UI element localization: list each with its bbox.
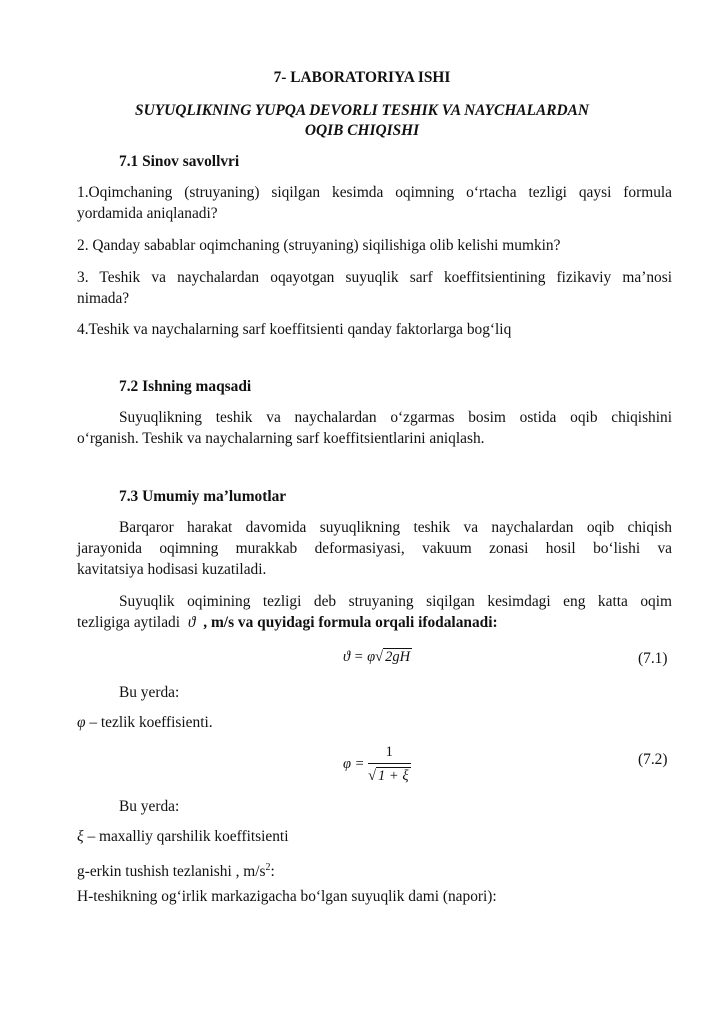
xi-definition-text: – maxalliy qarshilik koeffitsienti bbox=[83, 828, 289, 845]
question-4: 4.Teshik va naychalarning sarf koeffitsienti qanday faktorlarga bog‘liq bbox=[77, 321, 512, 338]
phi-definition bbox=[77, 713, 213, 733]
question-2: 2. Qanday sabablar oqimchaning (struyaning) siqilishiga olib kelishi mumkin? bbox=[77, 237, 561, 254]
lab-subtitle-line2: OQIB CHIQISHI bbox=[304, 122, 420, 139]
velocity-symbol: ϑ bbox=[187, 614, 196, 631]
eq2-numerator: 1 bbox=[368, 742, 410, 764]
question-3-line1: 3. Teshik va naychalardan oqayotgan suyuqlik sarf koeffitsientining fizikaviy ma’nosi bbox=[77, 269, 672, 286]
bu-yerda-label-2: Bu yerda: bbox=[119, 798, 180, 815]
g-definition-text: g-erkin tushish tezlanishi , m/s bbox=[77, 863, 266, 881]
question-1-line1: 1.Oqimchaning (struyaning) siqilgan kesimda oqimning o‘rtacha tezligi qaysi formula bbox=[77, 184, 672, 201]
eq1-radicand: 2gH bbox=[385, 649, 411, 665]
g-definition-tail: : bbox=[270, 863, 275, 881]
xi-symbol: ξ bbox=[77, 828, 84, 845]
sqrt-symbol: √ 2gH bbox=[375, 649, 411, 665]
bu-yerda-label-1: Bu yerda: bbox=[119, 684, 180, 701]
lab-title: 7- LABORATORIYA ISHI bbox=[273, 69, 451, 86]
aim-paragraph-line1: Suyuqlikning teshik va naychalardan o‘zgarmas bosim ostida oqib chiqishini bbox=[119, 409, 672, 426]
eq2-lhs: φ = bbox=[343, 756, 365, 772]
sqrt-symbol: √ 1 + ξ bbox=[368, 768, 409, 784]
lab-subtitle-line1: SUYUQLIKNING YUPQA DEVORLI TESHIK VA NAYCHALARDAN bbox=[135, 102, 589, 119]
g-exponent: 2 bbox=[265, 862, 271, 873]
phi-definition-text: – tezlik koeffisienti. bbox=[85, 714, 213, 731]
section-7-3-heading: 7.3 Umumiy ma’lumotlar bbox=[119, 488, 287, 505]
general-para2-suffix: , m/s va quyidagi formula orqali ifodalanadi: bbox=[203, 614, 498, 631]
eq2-fraction bbox=[368, 742, 410, 786]
general-para2-prefix: tezligiga aytiladi bbox=[77, 614, 180, 631]
section-7-2-heading: 7.2 Ishning maqsadi bbox=[119, 378, 252, 395]
xi-definition bbox=[77, 827, 288, 847]
phi-symbol: φ bbox=[77, 714, 86, 731]
equation-7-2-number: (7.2) bbox=[638, 751, 668, 768]
general-para1-line1: Barqaror harakat davomida suyuqlikning teshik va naychalardan oqib chiqish bbox=[119, 519, 672, 536]
aim-paragraph-line2: o‘rganish. Teshik va naychalarning sarf koeffitsientlarini aniqlash. bbox=[77, 430, 485, 447]
equation-7-2 bbox=[343, 742, 411, 786]
eq2-radicand: 1 + ξ bbox=[378, 768, 409, 784]
equation-7-1 bbox=[343, 647, 412, 667]
g-definition bbox=[77, 858, 275, 882]
general-para2-line1: Suyuqlik oqimining tezligi deb struyaning siqilgan kesimdagi eng katta oqim bbox=[119, 593, 672, 610]
question-3-line2: nimada? bbox=[77, 290, 130, 307]
question-1-line2: yordamida aniqlanadi? bbox=[77, 205, 218, 222]
eq1-lhs: ϑ = φ bbox=[343, 649, 376, 665]
general-para2-line2 bbox=[77, 613, 498, 633]
equation-7-1-number: (7.1) bbox=[638, 650, 668, 667]
section-7-1-heading: 7.1 Sinov savollvri bbox=[119, 153, 240, 170]
general-para1-line3: kavitatsiya hodisasi kuzatiladi. bbox=[77, 561, 267, 578]
general-para1-line2: jarayonida oqimning murakkab deformasiyasi, vakuum zonasi hosil bo‘lishi va bbox=[77, 540, 672, 557]
eq2-denominator bbox=[368, 764, 410, 786]
h-definition: H-teshikning og‘irlik markazigacha bo‘lgan suyuqlik dami (napori): bbox=[77, 888, 497, 905]
